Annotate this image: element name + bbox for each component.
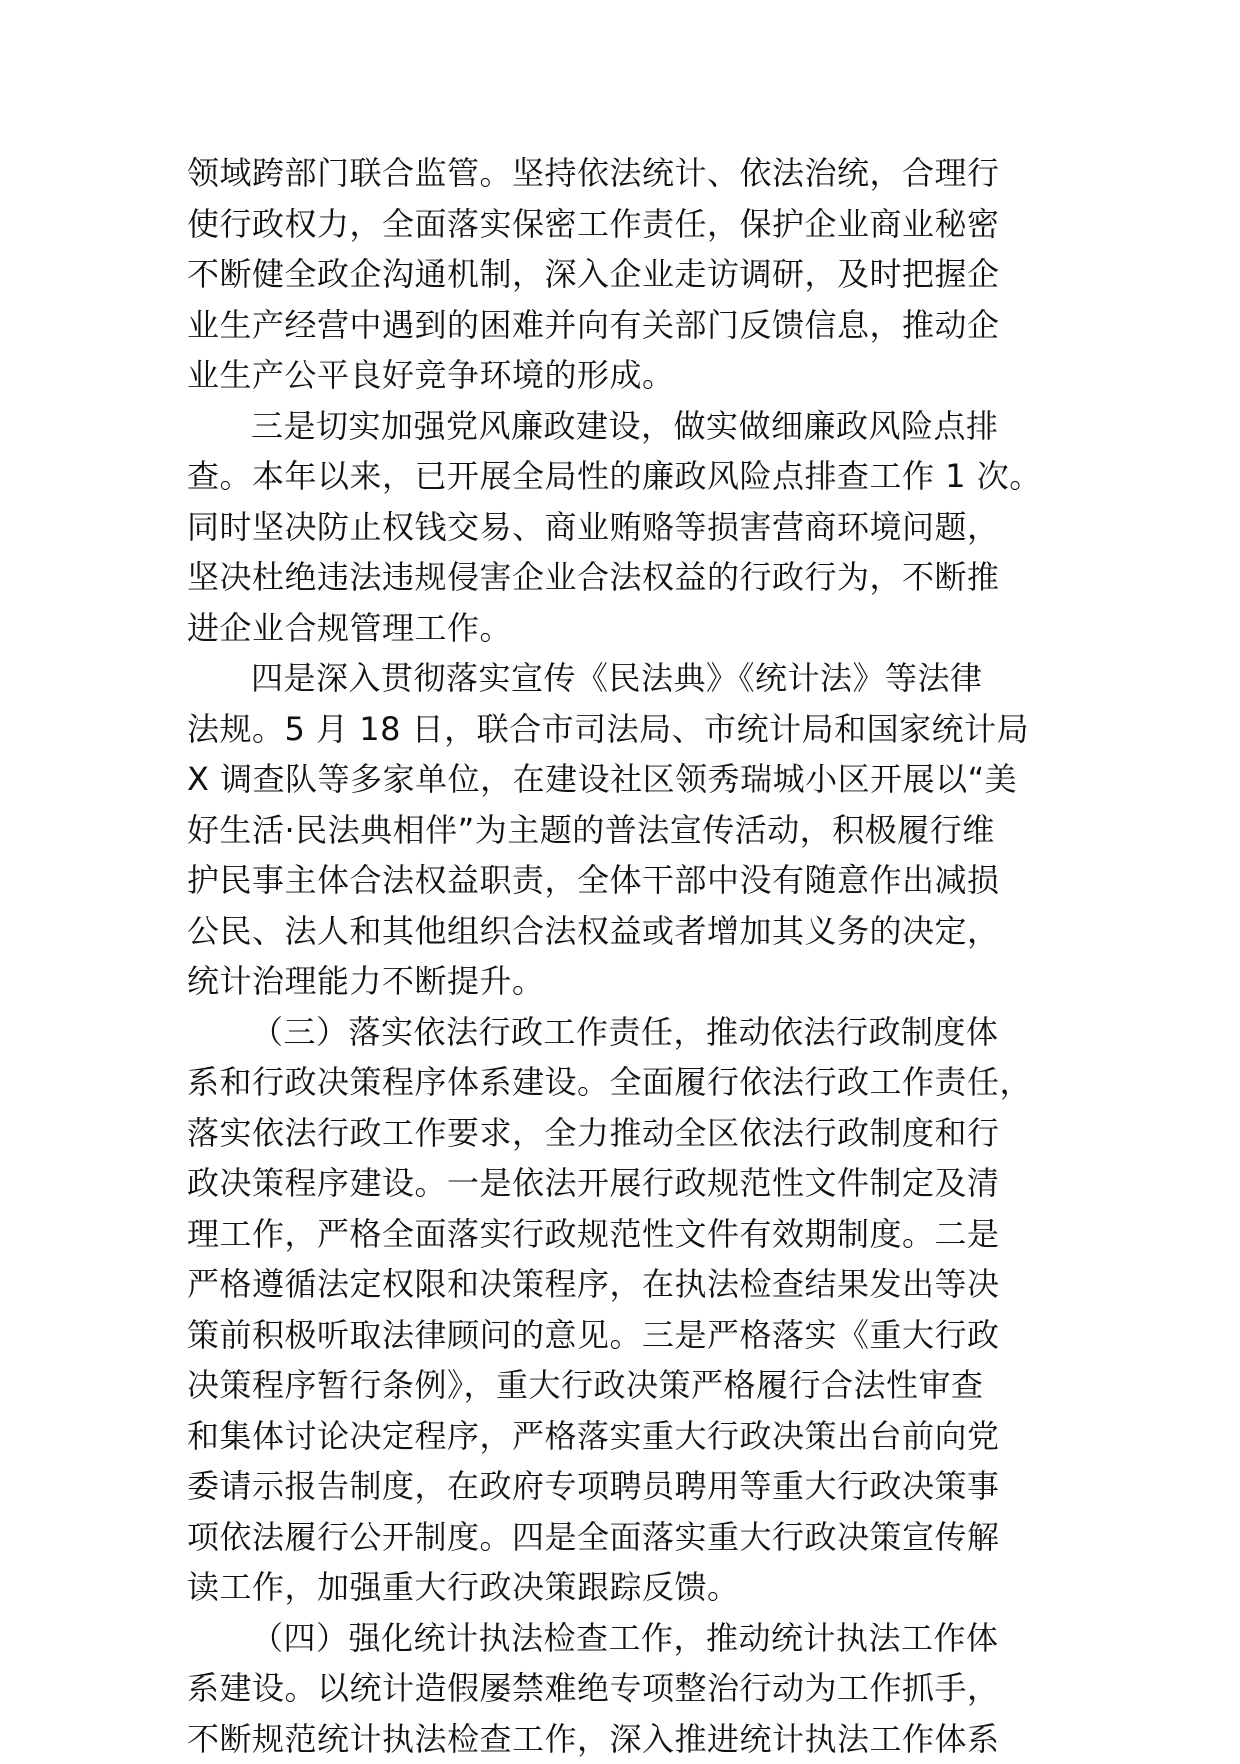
text-line: 理工作，严格全面落实行政规范性文件有效期制度。二是 <box>187 1209 1057 1260</box>
document-body <box>187 148 1057 1764</box>
text-line: 系建设。以统计造假屡禁难绝专项整治行动为工作抓手， <box>187 1663 1057 1714</box>
text-line: 护民事主体合法权益职责，全体干部中没有随意作出减损 <box>187 855 1057 906</box>
text-line: 使行政权力，全面落实保密工作责任，保护企业商业秘密 <box>187 199 1057 250</box>
text-line: 不断健全政企沟通机制，深入企业走访调研，及时把握企 <box>187 249 1057 300</box>
text-line: 系和行政决策程序体系建设。全面履行依法行政工作责任， <box>187 1057 1057 1108</box>
text-line: 严格遵循法定权限和决策程序，在执法检查结果发出等决 <box>187 1259 1057 1310</box>
paragraph-first-line: （三）落实依法行政工作责任，推动依法行政制度体 <box>187 1007 1057 1058</box>
text-line: 读工作，加强重大行政决策跟踪反馈。 <box>187 1562 1057 1613</box>
text-line: 同时坚决防止权钱交易、商业贿赂等损害营商环境问题， <box>187 502 1057 553</box>
text-line: 委请示报告制度，在政府专项聘员聘用等重大行政决策事 <box>187 1461 1057 1512</box>
text-line: 和集体讨论决定程序，严格落实重大行政决策出台前向党 <box>187 1411 1057 1462</box>
paragraph-first-line: 四是深入贯彻落实宣传《民法典》《统计法》等法律 <box>187 653 1057 704</box>
text-line: 政决策程序建设。一是依法开展行政规范性文件制定及清 <box>187 1158 1057 1209</box>
text-line: 法规。5 月 18 日，联合市司法局、市统计局和国家统计局 <box>187 704 1057 755</box>
text-line: 业生产经营中遇到的困难并向有关部门反馈信息，推动企 <box>187 300 1057 351</box>
text-line: 公民、法人和其他组织合法权益或者增加其义务的决定， <box>187 906 1057 957</box>
text-line: X 调查队等多家单位，在建设社区领秀瑞城小区开展以“美 <box>187 754 1057 805</box>
text-line: 统计治理能力不断提升。 <box>187 956 1057 1007</box>
text-line: 落实依法行政工作要求，全力推动全区依法行政制度和行 <box>187 1108 1057 1159</box>
text-line: 策前积极听取法律顾问的意见。三是严格落实《重大行政 <box>187 1310 1057 1361</box>
text-line: 领域跨部门联合监管。坚持依法统计、依法治统，合理行 <box>187 148 1057 199</box>
paragraph-first-line: （四）强化统计执法检查工作，推动统计执法工作体 <box>187 1613 1057 1664</box>
text-line: 决策程序暂行条例》，重大行政决策严格履行合法性审查 <box>187 1360 1057 1411</box>
text-line: 坚决杜绝违法违规侵害企业合法权益的行政行为，不断推 <box>187 552 1057 603</box>
text-line: 查。本年以来，已开展全局性的廉政风险点排查工作 1 次。 <box>187 451 1057 502</box>
text-line: 业生产公平良好竞争环境的形成。 <box>187 350 1057 401</box>
text-line: 好生活·民法典相伴”为主题的普法宣传活动，积极履行维 <box>187 805 1057 856</box>
text-line: 项依法履行公开制度。四是全面落实重大行政决策宣传解 <box>187 1512 1057 1563</box>
text-line: 进企业合规管理工作。 <box>187 603 1057 654</box>
paragraph-first-line: 三是切实加强党风廉政建设，做实做细廉政风险点排 <box>187 401 1057 452</box>
text-line: 不断规范统计执法检查工作，深入推进统计执法工作体系 <box>187 1714 1057 1764</box>
